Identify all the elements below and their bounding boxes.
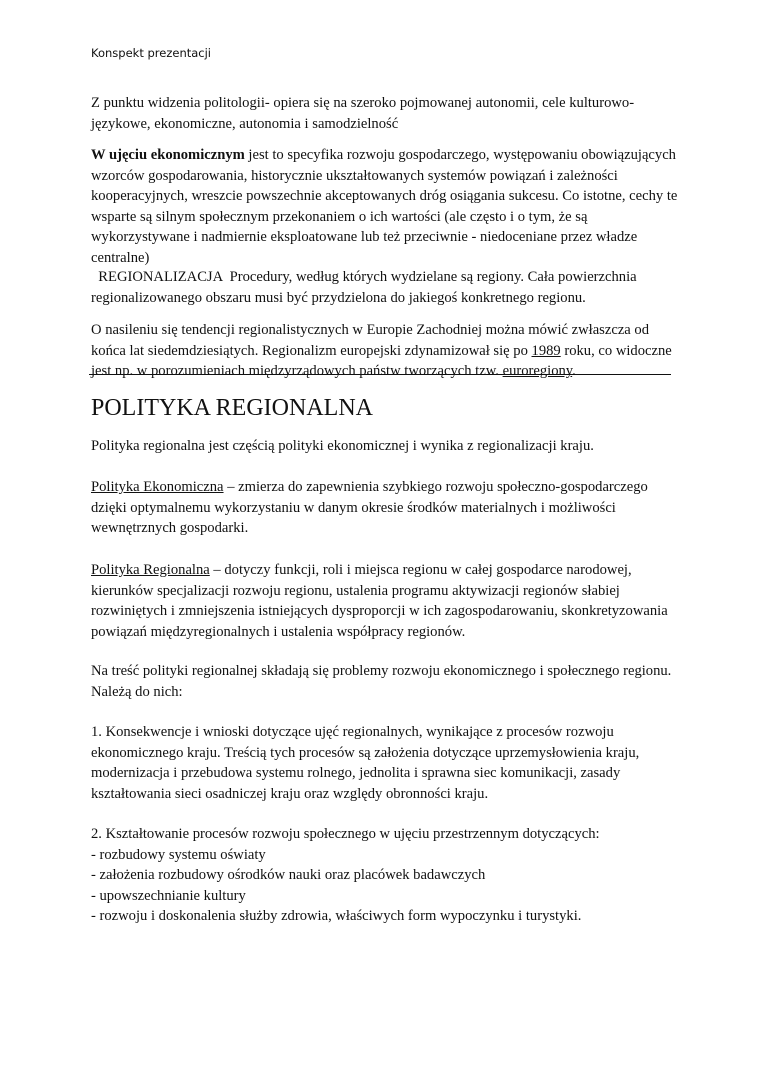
regionalism-text-c: . [572,363,576,379]
problems-text: Na treść polityki regionalnej składają się problemy rozwoju ekonomicznego i społecznego regionu. Należą do nich: [91,663,672,700]
intro-paragraph-3 [91,267,681,308]
euroregiony-link[interactable]: euroregiony [502,363,573,379]
intro-text-1: Z punktu widzenia politologii- opiera się na szeroko pojmowanej autonomii, cele kulturowo-językowe, ekonomiczne, autonomia i samodzielność [91,95,635,132]
economic-term: W ujęciu ekonomicznym [91,147,245,163]
regionalism-text-a: O nasileniu się tendencji regionalistycznych w Europie Zachodniej można mówić zwłaszcza od końca lat siedemdziesiątych. Regionalizm europejski zdynamizował się po [91,322,650,359]
intro-text-2 [91,145,681,268]
point-1-text: 1. Konsekwencje i wnioski dotyczące ujęć regionalnych, wynikające z procesów rozwoju ekonomicznego kraju. Treścią tych procesów są założenia dotyczące uprzemysłowienia kraju, modernizacja i przebudowa systemu rolnego, jednolita i sprawna siec komunikacji, zasady kształtowania sieci osadniczej kraju oraz względy obronności kraju. [91,724,640,802]
point-2-paragraph [91,824,681,927]
regional-policy-paragraph [91,560,681,642]
economic-policy-definition: – zmierza do zapewnienia szybkiego rozwoju społeczno-gospodarczego dzięki optymalnemu wykorzystaniu w danym okresie środków materialnych i możliwości wewnętrznych gospodarki. [91,479,648,536]
year-link[interactable]: 1989 [531,342,561,359]
point-1-paragraph [91,722,681,804]
intro-paragraph-4 [91,320,681,382]
regional-policy-text [91,560,681,642]
intro-paragraph-1 [91,93,681,134]
page-header: Konspekt prezentacji [91,46,212,60]
economic-policy-text [91,477,681,539]
regionalism-text [91,320,681,382]
regionalizacja-text: REGIONALIZACJA Procedury, według których wydzielane są regiony. Cała powierzchnia regionalizowanego obszaru musi być przydzielona do jakiegoś konkretnego regionu. [91,269,641,306]
horizontal-divider [89,374,671,375]
economic-definition: jest to specyfika rozwoju gospodarczego, występowaniu obowiązujących wzorców gospodarowania, historycznie ukształtowanych systemów powiązań i zależności kooperacyjnych, wreszcie powszechnie akceptowanych dróg osiągania sukcesu. Co istotne, cechy te wsparte są silnym społecznym przekonaniem o ich wartości (ale często i o tym, że są wykorzystywane i nadmiernie eksploatowane lub też przeciwnie - niedoceniane przez władze centralne) [91,147,678,266]
economic-policy-paragraph [91,477,681,539]
intro-paragraph-2 [91,145,681,268]
regional-policy-term: Polityka Regionalna [91,562,210,578]
regional-policy-definition: – dotyczy funkcji, roli i miejsca regionu w całej gospodarce narodowej, kierunków specjalizacji rozwoju regionu, ustalenia programu aktywizacji regionów słabiej rozwiniętych i zmniejszenia istniejących dysproporcji w ich zagospodarowaniu, skonkretyzowania powiązań międzyregionalnych i ustalenia współpracy regionów. [91,562,668,640]
problems-paragraph [91,661,681,702]
section-lead [91,436,681,457]
list-item: - założenia rozbudowy ośrodków nauki oraz placówek badawczych [91,867,486,883]
economic-policy-term: Polityka Ekonomiczna [91,479,224,495]
list-item: - rozbudowy systemu oświaty [91,846,266,863]
section-heading: POLITYKA REGIONALNA [91,395,373,421]
point-2-text: 2. Kształtowanie procesów rozwoju społecznego w ujęciu przestrzennym dotyczących: [91,826,600,842]
regionalism-text-b: roku, co widoczne jest np. w porozumieniach międzyrządowych państw tworzących tzw. [91,342,672,379]
list-item: - rozwoju i doskonalenia służby zdrowia, właściwych form wypoczynku i turystyki. [91,908,582,924]
list-item: - upowszechnianie kultury [91,887,246,904]
section-lead-text: Polityka regionalna jest częścią polityki ekonomicznej i wynika z regionalizacji kraju. [91,438,594,454]
